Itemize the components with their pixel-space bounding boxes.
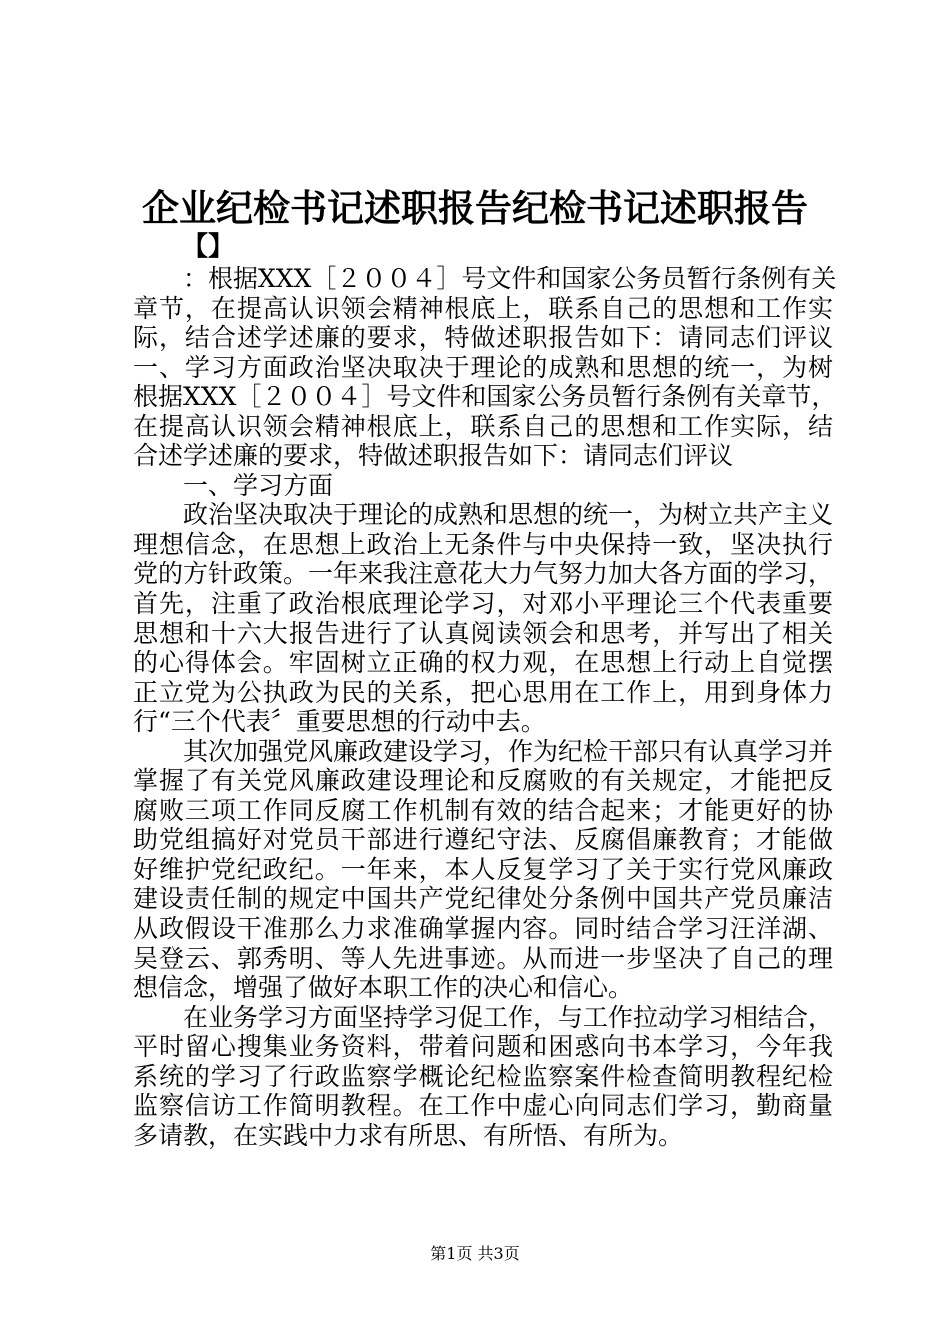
text-line-content: 理想信念，在思想上政治上无条件与中央保持一致，坚决执行 [133,529,833,559]
text-line-content: 从政假设干准那么力求准确掌握内容。同时结合学习汪洋湖、 [133,914,833,944]
text-line [133,471,833,501]
text-line-content: 一、学习方面政治坚决取决于理论的成熟和思想的统一，为树 [133,352,833,382]
text-line-content: 好维护党纪政纪。一年来，本人反复学习了关于实行党风廉政 [133,854,833,884]
text-line-content: 一、学习方面 [183,470,334,500]
bracket-marker: 【】 [182,232,235,262]
text-line-content: ：根据XXX［２００４］号文件和国家公务员暂行条例有关 [183,264,837,293]
text-line-content: 在提高认识领会精神根底上，联系自己的思想和工作实际，结 [133,411,833,441]
text-line [133,825,833,855]
text-line-content: 正立党为公执政为民的关系，把心思用在工作上，用到身体力 [133,677,833,707]
text-line [133,1121,833,1151]
text-line-content: 行“三个代表〞重要思想的行动中去。 [133,707,546,737]
text-line [133,323,833,353]
text-line-content: 想信念，增强了做好本职工作的决心和信心。 [133,973,634,1003]
text-line [133,559,833,589]
document-title: 企业纪检书记述职报告纪检书记述职报告 [142,186,808,230]
text-line [133,500,833,530]
text-line-content: 腐败三项工作同反腐工作机制有效的结合起来；才能更好的协 [133,795,833,825]
text-line-content: 合述学述廉的要求，特做述职报告如下：请同志们评议 [133,441,734,471]
text-line-content: 平时留心搜集业务资料，带着问题和困惑向书本学习，今年我 [133,1032,833,1062]
text-line-content: 建设责任制的规定中国共产党纪律处分条例中国共产党员廉洁 [133,884,833,914]
text-line-content: 系统的学习了行政监察学概论纪检监察案件检查简明教程纪检 [133,1061,833,1091]
text-line-content: 思想和十六大报告进行了认真阅读领会和思考，并写出了相关 [133,618,833,648]
text-line [133,648,833,678]
text-line [133,884,833,914]
text-line [133,589,833,619]
text-line-content: 的心得体会。牢固树立正确的权力观，在思想上行动上自觉摆 [133,648,833,678]
text-line [133,973,833,1003]
text-line [133,353,833,383]
text-line [133,678,833,708]
text-line [133,619,833,649]
text-line-content: 根据XXX［２００４］号文件和国家公务员暂行条例有关章节， [133,382,837,412]
text-line-content: 际，结合述学述廉的要求，特做述职报告如下：请同志们评议 [133,323,833,353]
body-text [133,264,837,1150]
text-line-content: 吴登云、郭秀明、等人先进事迹。从而进一步坚决了自己的理 [133,943,833,973]
text-line [133,707,833,737]
text-line [133,530,833,560]
text-line [133,441,833,471]
text-line [133,412,833,442]
text-line [133,1091,833,1121]
text-line [133,264,837,294]
text-line-content: 章节，在提高认识领会精神根底上，联系自己的思想和工作实 [133,293,833,323]
text-line-content: 监察信访工作简明教程。在工作中虚心向同志们学习，勤商量 [133,1091,833,1121]
text-line-content: 在业务学习方面坚持学习促工作，与工作拉动学习相结合， [183,1002,834,1032]
text-line-content: 掌握了有关党风廉政建设理论和反腐败的有关规定，才能把反 [133,766,833,796]
text-line [133,737,833,767]
text-line-content: 多请教，在实践中力求有所思、有所悟、有所为。 [133,1120,684,1150]
text-line-content: 助党组搞好对党员干部进行遵纪守法、反腐倡廉教育；才能做 [133,825,833,855]
text-line [133,766,833,796]
text-line [133,796,833,826]
text-line-content: 政治坚决取决于理论的成熟和思想的统一，为树立共产主义 [183,500,834,530]
text-line [133,944,833,974]
text-line [133,294,833,324]
text-line-content: 其次加强党风廉政建设学习，作为纪检干部只有认真学习并 [183,736,834,766]
text-line [133,1062,833,1092]
text-line [133,382,837,412]
text-line [133,1032,833,1062]
page-footer: 第1页 共3页 [430,1244,520,1263]
text-line-content: 党的方针政策。一年来我注意花大力气努力加大各方面的学习， [133,559,834,589]
text-line [133,855,833,885]
text-line [133,1003,833,1033]
text-line [133,914,833,944]
text-line-content: 首先，注重了政治根底理论学习，对邓小平理论三个代表重要 [133,589,833,619]
